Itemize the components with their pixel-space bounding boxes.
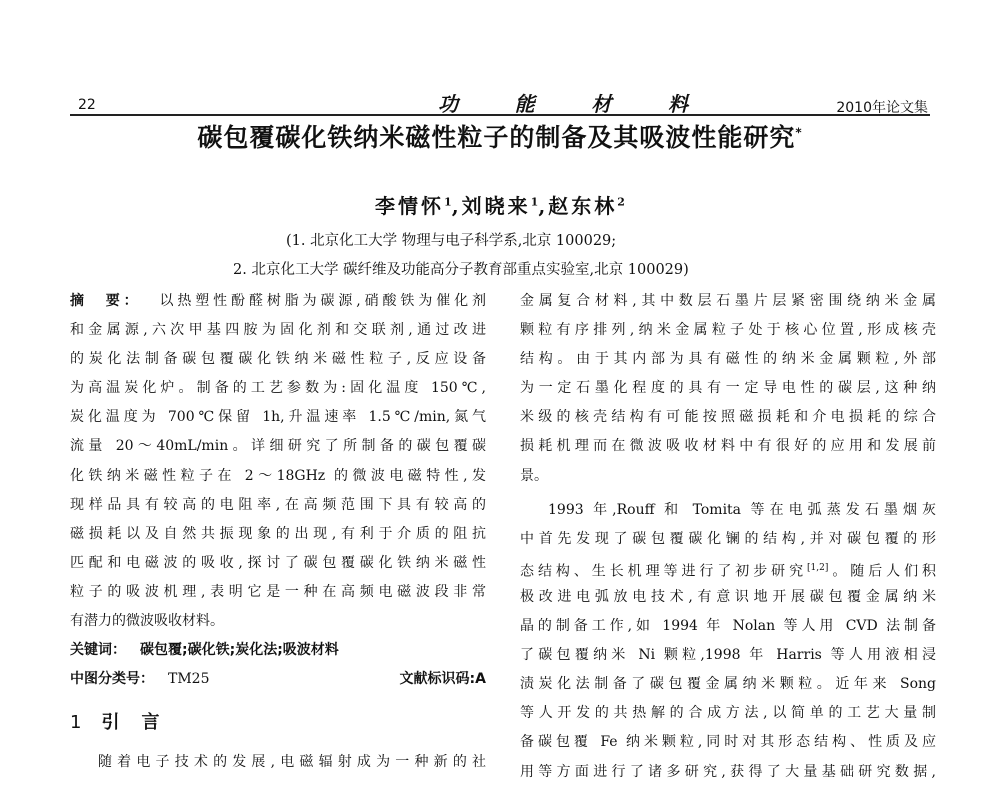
section-title-char: 言 xyxy=(141,712,160,734)
body-line: 景。 xyxy=(520,467,548,484)
keywords xyxy=(70,636,486,665)
right-column xyxy=(520,287,936,787)
abstract-line: 化铁纳米磁性粒子在 2～18GHz 的微波电磁特性,发 xyxy=(70,467,486,484)
citation: [1,2] xyxy=(807,562,829,573)
journal-name xyxy=(438,88,688,117)
page-number: 22 xyxy=(78,97,96,113)
body-line: 结构。由于其内部为具有磁性的纳米金属颗粒,外部 xyxy=(520,351,936,368)
keywords-value: 碳包覆;碳化铁;炭化法;吸波材料 xyxy=(140,642,339,659)
abstract-line: 的炭化法制备碳包覆碳化铁纳米磁性粒子,反应设备 xyxy=(70,351,486,368)
paper-title-text: 碳包覆碳化铁纳米磁性粒子的制备及其吸波性能研究 xyxy=(197,123,796,152)
body-line: 了碳包覆纳米 Ni 颗粒,1998 年 Harris 等人用液相浸 xyxy=(520,647,936,664)
abstract-line: 磁损耗以及自然共振现象的出现,有利于介质的阻抗 xyxy=(70,525,486,542)
body-line: 颗粒有序排列,纳米金属粒子处于核心位置,形成核壳 xyxy=(520,322,936,339)
intro-line: 随着电子技术的发展,电磁辐射成为一种新的社 xyxy=(98,754,486,771)
body-line: 渍炭化法制备了碳包覆金属纳米颗粒。近年来 Song xyxy=(520,676,936,693)
journal-char: 料 xyxy=(667,92,688,116)
journal-char: 功 xyxy=(438,92,458,116)
issue-label: 2010年论文集 xyxy=(836,100,928,116)
author-affiliation-mark: 2 xyxy=(617,195,625,209)
abstract-line: 流量 20～40mL/min。详细研究了所制备的碳包覆碳 xyxy=(70,438,486,455)
body-line: 1993 年,Rouff 和 Tomita 等在电弧蒸发石墨烟灰 xyxy=(548,501,936,518)
body-line: 等人开发的共热解的合成方法,以简单的工艺大量制 xyxy=(520,705,936,722)
body-line: 金属复合材料,其中数层石墨片层紧密围绕纳米金属 xyxy=(520,293,936,309)
paper-title xyxy=(0,118,1000,154)
header-rule xyxy=(70,114,930,116)
classification-row xyxy=(70,665,486,694)
document-code-label: 文献标识码: xyxy=(399,671,476,688)
abstract-line: 有潜力的微波吸收材料。 xyxy=(70,613,224,630)
abstract-line: 摘 要： 以热塑性酚醛树脂为碳源,硝酸铁为催化剂 xyxy=(70,293,486,309)
author-affiliation-mark: 1 xyxy=(444,195,452,209)
body-line: 态结构、生长机理等进行了初步研究[1,2]。随后人们积 xyxy=(520,562,936,580)
affiliation-1: (1. 北京化工大学 物理与电子科学系,北京 100029; xyxy=(286,233,617,249)
body-line: 损耗机理而在微波吸收材料中有很好的应用和发展前 xyxy=(520,438,936,455)
body-line: 备碳包覆 Fe 纳米颗粒,同时对其形态结构、性质及应 xyxy=(520,734,936,751)
body-line: 中首先发现了碳包覆碳化镧的结构,并对碳包覆的形 xyxy=(520,530,936,547)
document-code-value: A xyxy=(475,671,486,688)
abstract-label: 摘 要： xyxy=(70,293,142,309)
classification-value: TM25 xyxy=(168,671,210,688)
body-line: 晶的制备工作,如 1994 年 Nolan 等人用 CVD 法制备 xyxy=(520,618,936,635)
body-line: 用等方面进行了诸多研究,获得了大量基础研究数据, xyxy=(520,763,936,780)
body-line: 极改进电弧放电技术,有意识地开展碳包覆金属纳米 xyxy=(520,588,936,605)
journal-char: 材 xyxy=(591,92,612,116)
author-name: 李情怀 xyxy=(375,194,445,218)
abstract-line: 炭化温度为 700℃保留 1h,升温速率 1.5℃/min,氮气 xyxy=(70,409,486,426)
section-title-char: 引 xyxy=(101,712,120,734)
abstract-line: 为高温炭化炉。制备的工艺参数为:固化温度 150℃, xyxy=(70,380,486,397)
abstract-line: 匹配和电磁波的吸收,探讨了碳包覆碳化铁纳米磁性 xyxy=(70,554,486,571)
left-column xyxy=(70,287,486,777)
abstract-line: 粒子的吸波机理,表明它是一种在高频电磁波段非常 xyxy=(70,583,486,600)
author-list: 李情怀$^1$,刘晓来$^1$,赵东林$^2$ xyxy=(375,194,625,218)
classification-label: 中图分类号： xyxy=(70,671,154,688)
author-affiliation-mark: 1 xyxy=(530,195,539,209)
section-heading xyxy=(70,702,486,744)
body-line: 为一定石墨化程度的具有一定导电性的碳层,这种纳 xyxy=(520,380,936,397)
title-footnote-mark: * xyxy=(795,125,803,140)
author-name: 刘晓来 xyxy=(461,194,531,218)
keywords-label: 关键词： xyxy=(70,642,126,659)
abstract-line: 和金属源,六次甲基四胺为固化剂和交联剂,通过改进 xyxy=(70,322,486,339)
abstract-line: 现样品具有较高的电阻率,在高频范围下具有较高的 xyxy=(70,496,486,513)
section-number: 1 xyxy=(70,712,82,734)
author-name: 赵东林 xyxy=(548,194,618,218)
affiliation-2: 2. 北京化工大学 碳纤维及功能高分子教育部重点实验室,北京 100029) xyxy=(233,262,689,278)
journal-char: 能 xyxy=(514,92,535,116)
body-line: 米级的核壳结构有可能按照磁损耗和介电损耗的综合 xyxy=(520,409,936,426)
